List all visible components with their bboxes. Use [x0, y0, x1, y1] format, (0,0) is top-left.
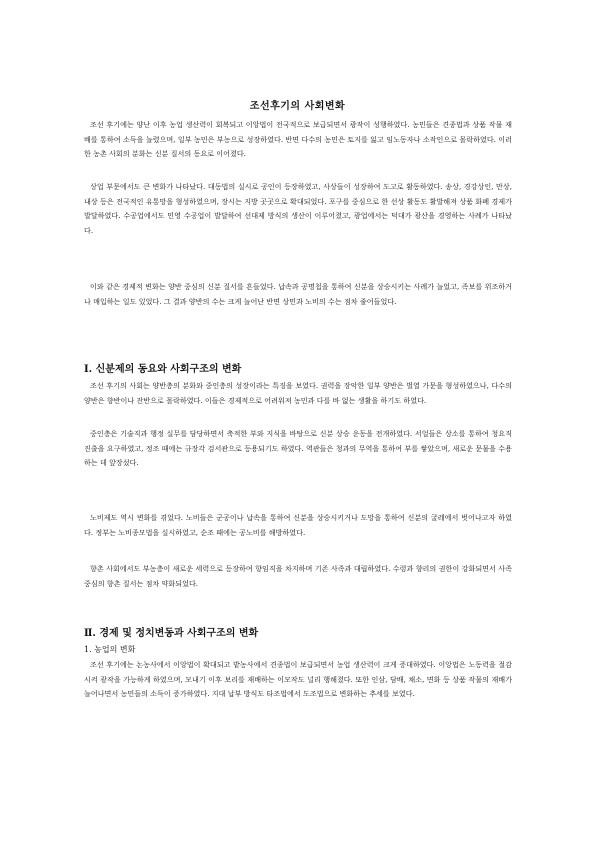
section-2-subheading: 1. 농업의 변화	[84, 645, 136, 654]
section-1-paragraph-1: 조선 후기의 사회는 양반층의 분화와 중인층의 성장이라는 특징을 보였다. 권력을 장악한 일부 양반은 벌열 가문을 형성하였으나, 다수의 양반은 향반이나 잔반으로 몰락하였다. 이들은 경제적으로 어려워져 농민과 다를 바 없는 생활을 하기도 하였다.	[84, 381, 512, 405]
section-2-paragraph-1: 조선 후기에는 논농사에서 이앙법이 확대되고 밭농사에서 견종법이 보급되면서 농업 생산력이 크게 증대하였다. 이앙법은 노동력을 절감시켜 광작을 가능하게 하였으며, 모내기 이후 보리를 재배하는 이모작도 널리 행해졌다. 또한 인삼, 담배, 채소, 면화 등 상품 작물의 재배가 늘어나면서 농민들의 소득이 증가하였다. 지대 납부 방식도 타조법에서 도조법으로 변화하는 추세를 보였다.	[84, 660, 512, 698]
document-title: 조선후기의 사회변화	[249, 101, 346, 112]
section-1-paragraph-3: 노비제도 역시 변화를 겪었다. 노비들은 군공이나 납속을 통하여 신분을 상승시키거나 도망을 통하여 신분의 굴레에서 벗어나고자 하였다. 정부는 노비종모법을 실시하였고, 순조 때에는 공노비를 해방하였다.	[84, 513, 512, 537]
intro-paragraph-3: 이와 같은 경제적 변화는 양반 중심의 신분 질서를 흔들었다. 납속과 공명첩을 통하여 신분을 상승시키는 사례가 늘었고, 족보를 위조하거나 매입하는 일도 있었다. 그 결과 양반의 수는 크게 늘어난 반면 상민과 노비의 수는 점차 줄어들었다.	[84, 282, 512, 306]
section-1-paragraph-4: 향촌 사회에서도 부농층이 새로운 세력으로 등장하여 향임직을 차지하며 기존 사족과 대립하였다. 수령과 향리의 권한이 강화되면서 사족 중심의 향촌 질서는 점차 약화되었다.	[84, 564, 512, 588]
intro-paragraph-1: 조선 후기에는 양난 이후 농업 생산력이 회복되고 이앙법이 전국적으로 보급되면서 광작이 성행하였다. 농민들은 견종법과 상품 작물 재배를 통하여 소득을 늘렸으며, 일부 농민은 부농으로 성장하였다. 반면 다수의 농민은 토지를 잃고 임노동자나 소작인으로 몰락하였다. 이러한 농촌 사회의 분화는 신분 질서의 동요로 이어졌다.	[84, 120, 512, 158]
section-1-heading: Ⅰ. 신분제의 동요와 사회구조의 변화	[84, 364, 242, 375]
intro-paragraph-2: 상업 부문에서도 큰 변화가 나타났다. 대동법의 실시로 공인이 등장하였고, 사상들이 성장하여 도고로 활동하였다. 송상, 경강상인, 만상, 내상 등은 전국적인 유통망을 형성하였으며, 장시는 지방 곳곳으로 확대되었다. 포구를 중심으로 한 선상 활동도 활발해져 상품 화폐 경제가 발달하였다. 수공업에서도 민영 수공업이 발달하여 선대제 방식의 생산이 이루어졌고, 광업에서는 덕대가 광산을 경영하는 사례가 나타났다.	[84, 182, 512, 235]
section-1-paragraph-2: 중인층은 기술직과 행정 실무를 담당하면서 축적한 부와 지식을 바탕으로 신분 상승 운동을 전개하였다. 서얼들은 상소를 통하여 청요직 진출을 요구하였고, 정조 때에는 규장각 검서관으로 등용되기도 하였다. 역관들은 청과의 무역을 통하여 부를 쌓았으며, 새로운 문물을 수용하는 데 앞장섰다.	[84, 429, 512, 467]
section-2-heading: Ⅱ. 경제 및 정치변동과 사회구조의 변화	[84, 628, 259, 639]
